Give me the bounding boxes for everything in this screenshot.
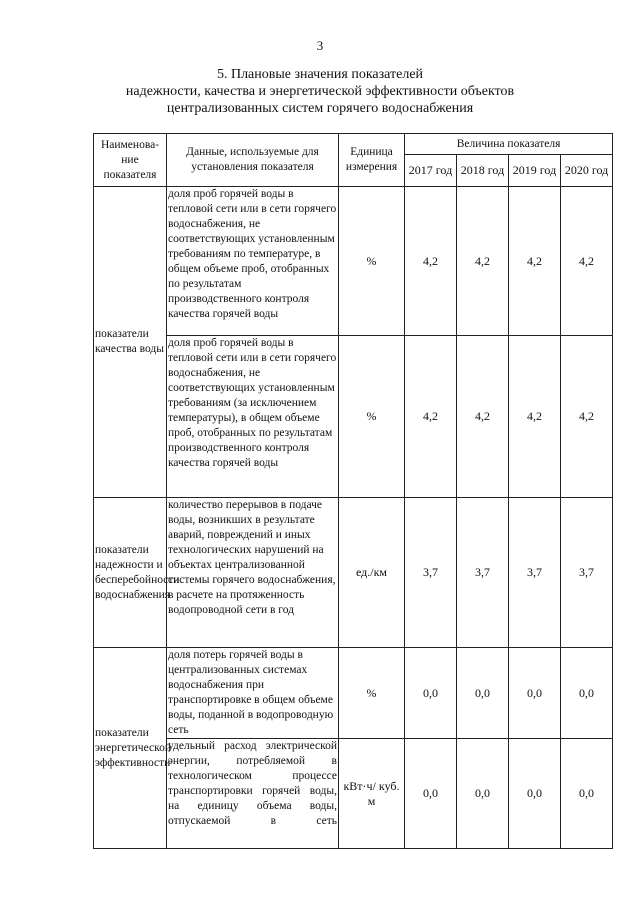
header-year-2020: 2020 год <box>561 155 613 187</box>
value-2020: 0,0 <box>561 648 613 739</box>
value-2017: 4,2 <box>405 187 457 336</box>
row-unit: % <box>339 187 405 336</box>
value-2018: 4,2 <box>457 187 509 336</box>
value-2020: 4,2 <box>561 336 613 498</box>
row-unit: ед./км <box>339 498 405 648</box>
value-2019: 4,2 <box>509 187 561 336</box>
row-description: доля проб горячей воды в тепловой сети или в сети горячего водоснабжения, не соответствующих установленным требованиям по температуре, в общем объеме проб, отобранных по результатам производственного контроля качества горячей воды <box>167 187 339 336</box>
table-row <box>94 498 613 648</box>
table-row <box>94 336 613 498</box>
value-2017: 0,0 <box>405 648 457 739</box>
header-value: Величина показателя <box>405 134 613 155</box>
value-2019: 3,7 <box>509 498 561 648</box>
header-year-2019: 2019 год <box>509 155 561 187</box>
indicators-table <box>93 133 613 849</box>
row-description: доля потерь горячей воды в централизованных системах водоснабжения при транспортировке в общем объеме воды, поданной в водопроводную сеть <box>167 648 339 739</box>
row-description: количество перерывов в подаче воды, возникших в результате аварий, повреждений и иных технологических нарушений на объектах централизованной системы горячего водоснабжения, в расчете на протяженность водопроводной сети в год <box>167 498 339 648</box>
header-year-2018: 2018 год <box>457 155 509 187</box>
title-line-2: надежности, качества и энергетической эффективности объектов <box>125 84 515 99</box>
value-2018: 3,7 <box>457 498 509 648</box>
page-title <box>0 66 640 117</box>
value-2017: 4,2 <box>405 336 457 498</box>
row-description: доля проб горячей воды в тепловой сети или в сети горячего водоснабжения, не соответствующих установленным требованиям (за исключением температуры), в общем объеме проб, отобранных по результатам производственного контроля качества горячей воды <box>167 336 339 498</box>
row-unit: кВт·ч/ куб. м <box>339 739 405 849</box>
table-row <box>94 648 613 739</box>
value-2017: 3,7 <box>405 498 457 648</box>
value-2019: 0,0 <box>509 739 561 849</box>
table-row <box>94 739 613 849</box>
title-line-1: 5. Плановые значения показателей <box>216 67 424 82</box>
value-2018: 0,0 <box>457 739 509 849</box>
row-unit: % <box>339 648 405 739</box>
row-description: удельный расход электрической энергии, потребляемой в технологическом процессе транспортировки горячей воды, на единицу объема воды, отпускаемой в сеть <box>167 739 339 849</box>
group-name-energy: показатели энергетической эффективности <box>94 648 167 849</box>
group-name-reliability: показатели надежности и бесперебойности водоснабжения <box>94 498 167 648</box>
value-2019: 4,2 <box>509 336 561 498</box>
value-2018: 0,0 <box>457 648 509 739</box>
value-2020: 0,0 <box>561 739 613 849</box>
value-2020: 3,7 <box>561 498 613 648</box>
value-2020: 4,2 <box>561 187 613 336</box>
group-name-quality: показатели качества воды <box>94 187 167 498</box>
title-line-3: централизованных систем горячего водоснабжения <box>166 101 474 116</box>
value-2017: 0,0 <box>405 739 457 849</box>
value-2019: 0,0 <box>509 648 561 739</box>
row-unit: % <box>339 336 405 498</box>
table-row <box>94 187 613 336</box>
header-unit: Единица измерения <box>339 134 405 187</box>
value-2018: 4,2 <box>457 336 509 498</box>
page-number: 3 <box>316 38 324 53</box>
header-year-2017: 2017 год <box>405 155 457 187</box>
header-name: Наименова-ние показателя <box>94 134 167 187</box>
header-data: Данные, используемые для установления показателя <box>167 134 339 187</box>
